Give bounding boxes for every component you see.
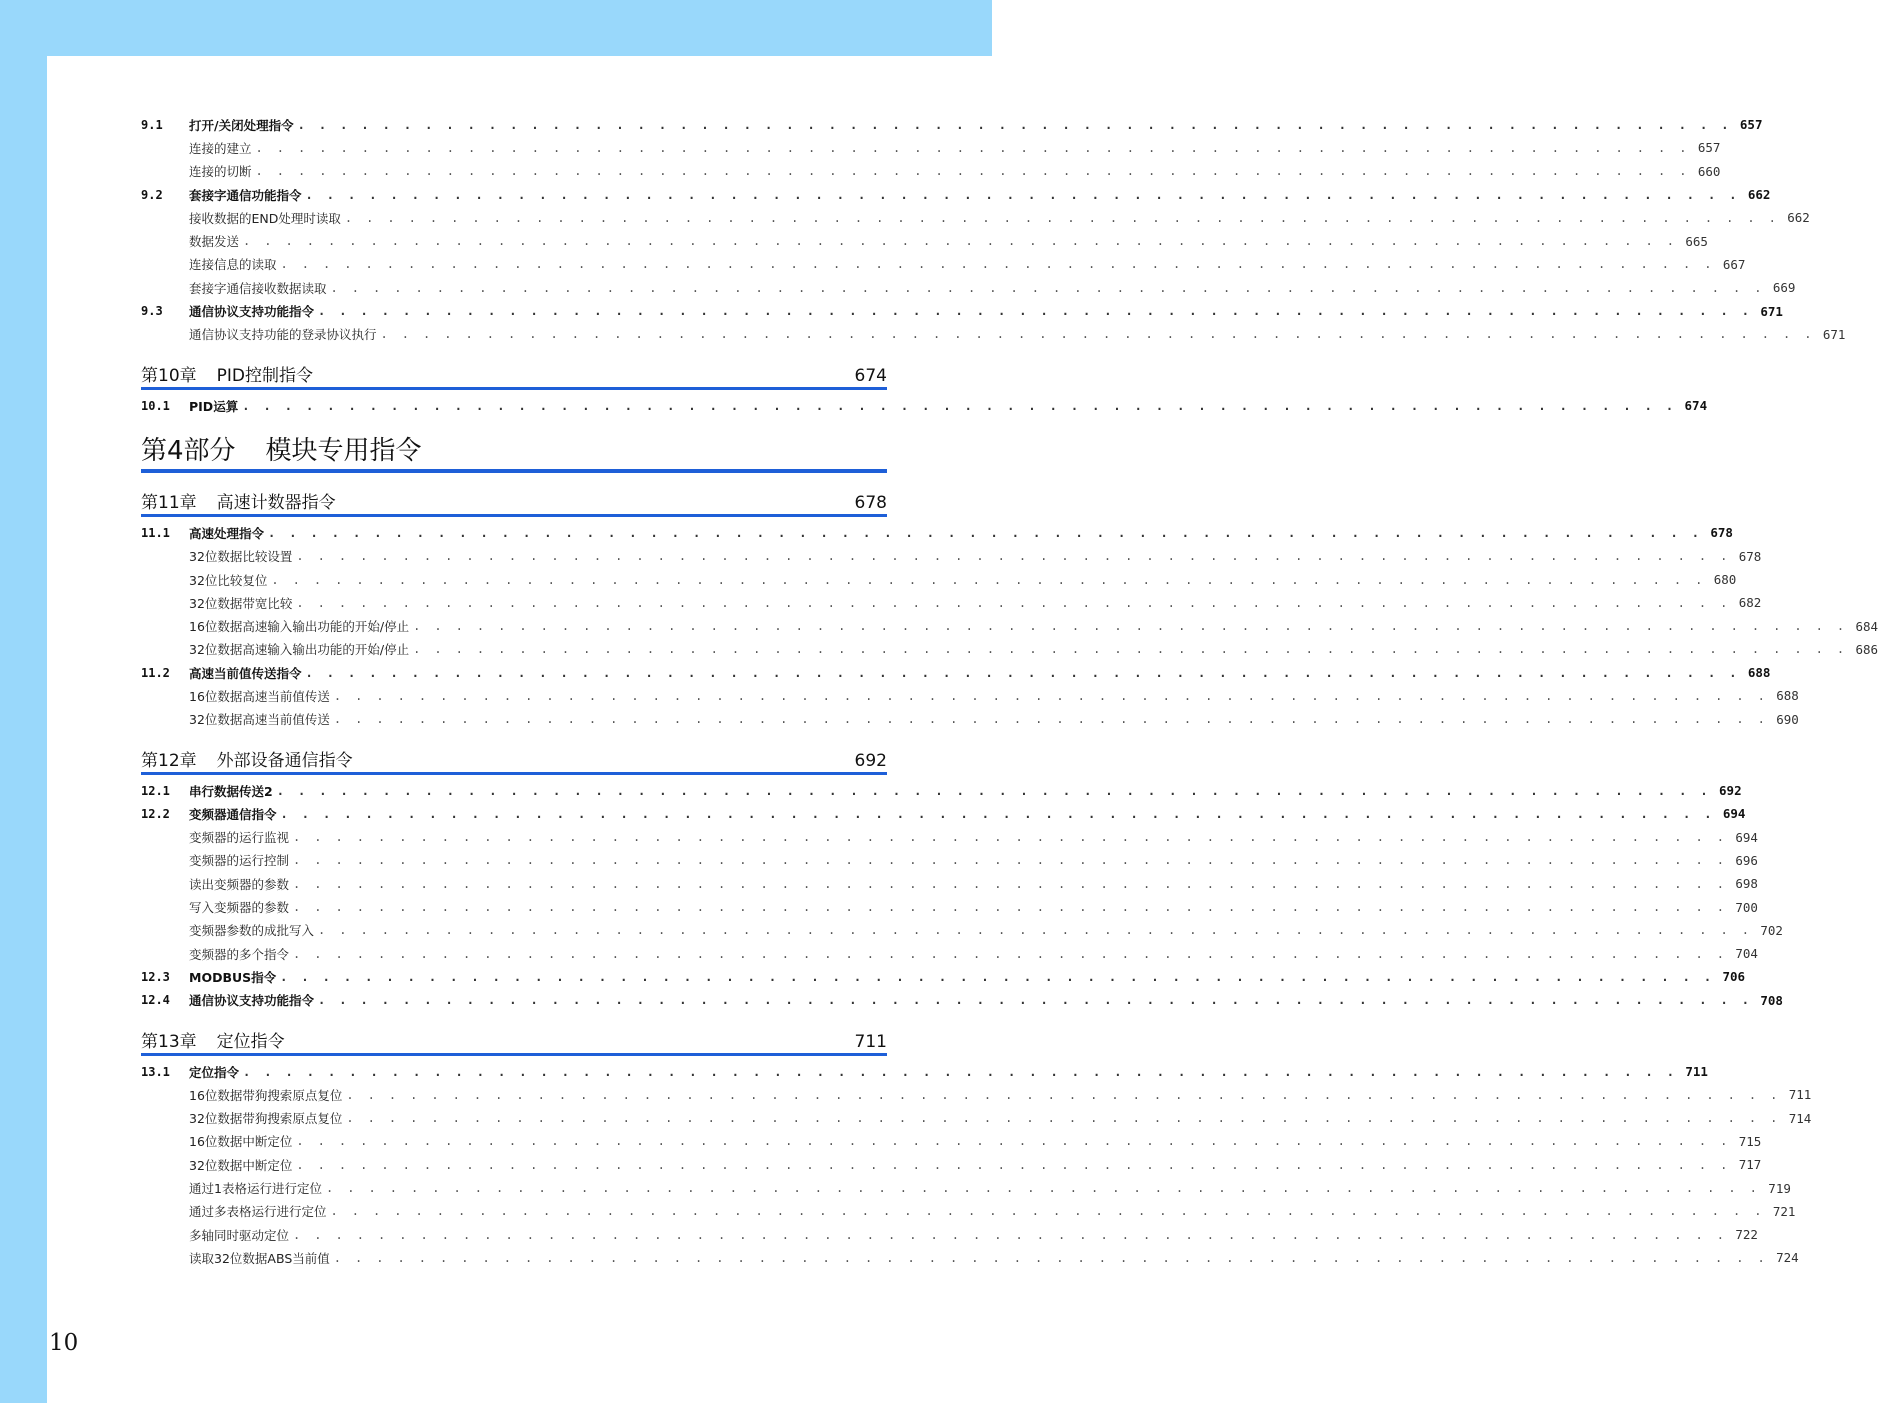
chapter-page-number: 692 (854, 750, 887, 771)
dot-leader: . . . . . . . . . . . . . . . . . . . . . . . . . . . . . . . . . . . . . . . . . . . . . . . . . . . . . . . . . . . . . . . . . . . . (293, 876, 1728, 891)
entry-title: 连接的建立 (189, 140, 252, 156)
section-number: 9.1 (141, 117, 163, 132)
toc-subentry[interactable] (141, 638, 1878, 661)
chapter-title: 外部设备通信指令 (216, 750, 353, 771)
entry-page-number: 662 (1747, 187, 1771, 203)
dot-leader: . . . . . . . . . . . . . . . . . . . . . . . . . . . . . . . . . . . . . . . . . . . . . . . . . . . . . . . . . . . . . . . . . . . . (344, 210, 1780, 225)
toc-subentry[interactable] (141, 1223, 1758, 1246)
toc-section-entry[interactable] (141, 113, 1763, 136)
dot-leader: . . . . . . . . . . . . . . . . . . . . . . . . . . . . . . . . . . . . . . . . . . . . . . . . . . . . . . . . . . . . . . . . . . . . (305, 665, 1740, 680)
entry-title: 变频器的运行监视 (189, 830, 290, 846)
part-heading (141, 425, 887, 473)
dot-leader: . . . . . . . . . . . . . . . . . . . . . . . . . . . . . . . . . . . . . . . . . . . . . . . . . . . . . . . . . . . . . . . . . . . . (346, 1087, 1781, 1102)
toc-subentry[interactable] (141, 1107, 1812, 1130)
dot-leader: . . . . . . . . . . . . . . . . . . . . . . . . . . . . . . . . . . . . . . . . . . . . . . . . . . . . . . . . . . . . . . . . . . . . (293, 946, 1728, 961)
dot-leader: . . . . . . . . . . . . . . . . . . . . . . . . . . . . . . . . . . . . . . . . . . . . . . . . . . . . . . . . . . . . . . . . . . . . (346, 1111, 1781, 1126)
entry-page-number: 721 (1772, 1203, 1796, 1219)
section-number: 11.2 (141, 665, 170, 680)
dot-leader: . . . . . . . . . . . . . . . . . . . . . . . . . . . . . . . . . . . . . . . . . . . . . . . . . . . . . . . . . . . . . . . . . . . . (280, 806, 1715, 821)
entry-title: 32位数据带宽比较 (189, 595, 293, 611)
entry-title: 连接信息的读取 (189, 257, 277, 273)
chapter-heading[interactable] (141, 485, 887, 517)
chapter-label: 第11章 (141, 493, 197, 514)
entry-page-number: 711 (1685, 1064, 1708, 1080)
toc-subentry[interactable] (141, 276, 1796, 299)
entry-page-number: 715 (1738, 1133, 1762, 1149)
entry-page-number: 714 (1788, 1110, 1812, 1126)
dot-leader: . . . . . . . . . . . . . . . . . . . . . . . . . . . . . . . . . . . . . . . . . . . . . . . . . . . . . . . . . . . . . . . . . . . . (276, 783, 1712, 798)
chapter-title: 高速计数器指令 (216, 493, 336, 514)
entry-page-number: 657 (1739, 117, 1763, 133)
toc-subentry[interactable] (141, 1246, 1799, 1269)
entry-page-number: 682 (1738, 595, 1762, 611)
entry-title: 定位指令 (189, 1064, 240, 1080)
entry-page-number: 678 (1710, 525, 1733, 541)
entry-page-number: 708 (1760, 992, 1783, 1008)
toc-subentry[interactable] (141, 1083, 1812, 1106)
dot-leader: . . . . . . . . . . . . . . . . . . . . . . . . . . . . . . . . . . . . . . . . . . . . . . . . . . . . . . . . . . . . . . . . . . . . (293, 830, 1728, 845)
chapter-page-number: 674 (854, 365, 887, 386)
toc-subentry[interactable] (141, 1153, 1762, 1176)
chapter-heading[interactable] (141, 358, 887, 390)
entry-title: MODBUS指令 (189, 969, 277, 985)
entry-title: 通信协议支持功能的登录协议执行 (189, 327, 377, 343)
entry-title: 通信协议支持功能指令 (189, 993, 315, 1009)
entry-page-number: 706 (1722, 969, 1746, 985)
toc-subentry[interactable] (141, 614, 1878, 637)
toc-section-entry[interactable] (141, 779, 1742, 802)
entry-title: 多轴同时驱动定位 (189, 1227, 290, 1243)
toc-subentry[interactable] (141, 942, 1758, 965)
entry-page-number: 700 (1735, 899, 1758, 915)
table-of-contents (141, 113, 1878, 1270)
entry-title: 变频器的多个指令 (189, 946, 290, 962)
section-number: 12.2 (141, 806, 170, 821)
toc-section-entry[interactable] (141, 299, 1783, 322)
dot-leader: . . . . . . . . . . . . . . . . . . . . . . . . . . . . . . . . . . . . . . . . . . . . . . . . . . . . . . . . . . . . . . . . . . . . (380, 327, 1815, 342)
entry-title: 通信协议支持功能指令 (189, 304, 315, 320)
entry-page-number: 680 (1713, 572, 1737, 587)
entry-title: 通过1表格运行进行定位 (189, 1181, 322, 1197)
entry-page-number: 690 (1776, 711, 1799, 727)
dot-leader: . . . . . . . . . . . . . . . . . . . . . . . . . . . . . . . . . . . . . . . . . . . . . . . . . . . . . . . . . . . . . . . . . . . . (318, 993, 1753, 1008)
entry-page-number: 674 (1684, 398, 1708, 414)
entry-title: 数据发送 (189, 234, 240, 250)
entry-title: 通过多表格运行进行定位 (189, 1204, 327, 1220)
dot-leader: . . . . . . . . . . . . . . . . . . . . . . . . . . . . . . . . . . . . . . . . . . . . . . . . . . . . . . . . . . . . . . . . . . . . (333, 712, 1769, 727)
entry-page-number: 694 (1735, 829, 1758, 845)
entry-page-number: 665 (1685, 233, 1708, 249)
dot-leader: . . . . . . . . . . . . . . . . . . . . . . . . . . . . . . . . . . . . . . . . . . . . . . . . . . . . . . . . . . . . . . . . . . . . (293, 853, 1728, 868)
dot-leader: . . . . . . . . . . . . . . . . . . . . . . . . . . . . . . . . . . . . . . . . . . . . . . . . . . . . . . . . . . . . . . . . . . . . (268, 525, 1703, 540)
toc-section-entry[interactable] (141, 1060, 1708, 1083)
chapter-heading[interactable] (141, 1024, 887, 1056)
entry-page-number: 719 (1768, 1180, 1791, 1196)
toc-subentry[interactable] (141, 919, 1783, 942)
entry-title: 16位数据中断定位 (189, 1134, 293, 1150)
dot-leader: . . . . . . . . . . . . . . . . . . . . . . . . . . . . . . . . . . . . . . . . . . . . . . . . . . . . . . . . . . . . . . . . . . . . (318, 304, 1753, 319)
toc-subentry[interactable] (141, 160, 1721, 183)
entry-page-number: 704 (1735, 946, 1758, 962)
entry-title: 套接字通信接收数据读取 (189, 280, 327, 296)
entry-title: 变频器通信指令 (189, 806, 277, 822)
dot-leader: . . . . . . . . . . . . . . . . . . . . . . . . . . . . . . . . . . . . . . . . . . . . . . . . . . . . . . . . . . . . . . . . . . . . (296, 1134, 1731, 1149)
dot-leader: . . . . . . . . . . . . . . . . . . . . . . . . . . . . . . . . . . . . . . . . . . . . . . . . . . . . . . . . . . . . . . . . . . . . (318, 923, 1753, 938)
toc-section-entry[interactable] (141, 394, 1708, 417)
dot-leader: . . . . . . . . . . . . . . . . . . . . . . . . . . . . . . . . . . . . . . . . . . . . . . . . . . . . . . . . . . . . . . . . . . . . (255, 140, 1690, 155)
entry-page-number: 667 (1722, 256, 1746, 272)
dot-leader: . . . . . . . . . . . . . . . . . . . . . . . . . . . . . . . . . . . . . . . . . . . . . . . . . . . . . . . . . . . . . . . . . . . . (330, 1204, 1765, 1219)
toc-subentry[interactable] (141, 591, 1762, 614)
entry-title: 16位数据高速当前值传送 (189, 688, 330, 704)
dot-leader: . . . . . . . . . . . . . . . . . . . . . . . . . . . . . . . . . . . . . . . . . . . . . . . . . . . . . . . . . . . . . . . . . . . . (413, 642, 1848, 657)
chapter-heading[interactable] (141, 743, 887, 775)
entry-page-number: 688 (1747, 665, 1771, 681)
toc-section-entry[interactable] (141, 661, 1771, 684)
dot-leader: . . . . . . . . . . . . . . . . . . . . . . . . . . . . . . . . . . . . . . . . . . . . . . . . . . . . . . . . . . . . . . . . . . . . (280, 969, 1715, 984)
toc-subentry[interactable] (141, 568, 1737, 591)
entry-title: 变频器的运行控制 (189, 853, 290, 869)
entry-title: 打开/关闭处理指令 (189, 117, 294, 133)
entry-title: 变频器参数的成批写入 (189, 923, 315, 939)
entry-title: 32位数据中断定位 (189, 1157, 293, 1173)
toc-subentry[interactable] (141, 684, 1799, 707)
entry-page-number: 662 (1787, 210, 1810, 226)
dot-leader: . . . . . . . . . . . . . . . . . . . . . . . . . . . . . . . . . . . . . . . . . . . . . . . . . . . . . . . . . . . . . . . . . . . . (296, 1157, 1731, 1172)
toc-subentry[interactable] (141, 1200, 1796, 1223)
toc-subentry[interactable] (141, 229, 1708, 252)
dot-leader: . . . . . . . . . . . . . . . . . . . . . . . . . . . . . . . . . . . . . . . . . . . . . . . . . . . . . . . . . . . . . . . . . . . . (330, 280, 1765, 295)
toc-subentry[interactable] (141, 849, 1758, 872)
section-number: 12.4 (141, 993, 170, 1008)
section-number: 13.1 (141, 1064, 170, 1079)
dot-leader: . . . . . . . . . . . . . . . . . . . . . . . . . . . . . . . . . . . . . . . . . . . . . . . . . . . . . . . . . . . . . . . . . . . . (243, 234, 1678, 249)
dot-leader: . . . . . . . . . . . . . . . . . . . . . . . . . . . . . . . . . . . . . . . . . . . . . . . . . . . . . . . . . . . . . . . . . . . . (325, 1181, 1761, 1196)
dot-leader: . . . . . . . . . . . . . . . . . . . . . . . . . . . . . . . . . . . . . . . . . . . . . . . . . . . . . . . . . . . . . . . . . . . . (297, 117, 1732, 132)
chapter-page-number: 678 (854, 493, 887, 514)
toc-subentry[interactable] (141, 895, 1758, 918)
entry-page-number: 717 (1738, 1157, 1762, 1173)
toc-subentry[interactable] (141, 323, 1846, 346)
chapter-label: 第10章 (141, 365, 197, 386)
dot-leader: . . . . . . . . . . . . . . . . . . . . . . . . . . . . . . . . . . . . . . . . . . . . . . . . . . . . . . . . . . . . . . . . . . . . (242, 398, 1677, 413)
entry-title: 32位数据比较设置 (189, 549, 293, 565)
entry-page-number: 669 (1772, 280, 1796, 296)
part-title: 模块专用指令 (265, 436, 422, 467)
section-number: 11.1 (141, 525, 170, 540)
dot-leader: . . . . . . . . . . . . . . . . . . . . . . . . . . . . . . . . . . . . . . . . . . . . . . . . . . . . . . . . . . . . . . . . . . . . (305, 187, 1740, 202)
dot-leader: . . . . . . . . . . . . . . . . . . . . . . . . . . . . . . . . . . . . . . . . . . . . . . . . . . . . . . . . . . . . . . . . . . . . (296, 595, 1731, 610)
entry-title: 32位数据高速当前值传送 (189, 712, 330, 728)
dot-leader: . . . . . . . . . . . . . . . . . . . . . . . . . . . . . . . . . . . . . . . . . . . . . . . . . . . . . . . . . . . . . . . . . . . . (293, 900, 1728, 915)
toc-subentry[interactable] (141, 136, 1721, 159)
entry-page-number: 671 (1822, 326, 1846, 342)
dot-leader: . . . . . . . . . . . . . . . . . . . . . . . . . . . . . . . . . . . . . . . . . . . . . . . . . . . . . . . . . . . . . . . . . . . . (293, 1227, 1728, 1242)
left-margin-band (0, 0, 47, 1403)
section-number: 12.3 (141, 969, 170, 984)
entry-page-number: 660 (1697, 163, 1721, 179)
entry-title: 32位数据高速输入输出功能的开始/停止 (189, 642, 410, 658)
dot-leader: . . . . . . . . . . . . . . . . . . . . . . . . . . . . . . . . . . . . . . . . . . . . . . . . . . . . . . . . . . . . . . . . . . . . (333, 688, 1769, 703)
chapter-title: PID控制指令 (216, 365, 313, 386)
entry-page-number: 688 (1776, 688, 1799, 704)
entry-title: 高速当前值传送指令 (189, 665, 302, 681)
toc-section-entry[interactable] (141, 989, 1783, 1012)
entry-title: 连接的切断 (189, 164, 252, 180)
entry-page-number: 684 (1855, 618, 1878, 634)
dot-leader: . . . . . . . . . . . . . . . . . . . . . . . . . . . . . . . . . . . . . . . . . . . . . . . . . . . . . . . . . . . . . . . . . . . . (280, 257, 1715, 272)
entry-title: 16位数据带狗搜索原点复位 (189, 1087, 343, 1103)
dot-leader: . . . . . . . . . . . . . . . . . . . . . . . . . . . . . . . . . . . . . . . . . . . . . . . . . . . . . . . . . . . . . . . . . . . . (271, 572, 1706, 587)
entry-page-number: 678 (1738, 548, 1762, 564)
dot-leader: . . . . . . . . . . . . . . . . . . . . . . . . . . . . . . . . . . . . . . . . . . . . . . . . . . . . . . . . . . . . . . . . . . . . (243, 1064, 1678, 1079)
entry-title: 32位数据带狗搜索原点复位 (189, 1111, 343, 1127)
dot-leader: . . . . . . . . . . . . . . . . . . . . . . . . . . . . . . . . . . . . . . . . . . . . . . . . . . . . . . . . . . . . . . . . . . . . (333, 1250, 1769, 1265)
entry-page-number: 724 (1776, 1250, 1799, 1266)
header-band (0, 0, 992, 56)
chapter-title: 定位指令 (216, 1031, 285, 1052)
entry-title: 套接字通信功能指令 (189, 187, 302, 203)
section-number: 10.1 (141, 398, 170, 413)
toc-subentry[interactable] (141, 206, 1810, 229)
section-number: 9.3 (141, 304, 163, 319)
entry-page-number: 711 (1788, 1087, 1812, 1103)
entry-page-number: 671 (1760, 303, 1783, 319)
dot-leader: . . . . . . . . . . . . . . . . . . . . . . . . . . . . . . . . . . . . . . . . . . . . . . . . . . . . . . . . . . . . . . . . . . . . (413, 619, 1848, 634)
section-number: 9.2 (141, 187, 163, 202)
entry-title: 高速处理指令 (189, 525, 265, 541)
toc-section-entry[interactable] (141, 802, 1746, 825)
entry-title: PID运算 (189, 398, 239, 414)
chapter-label: 第13章 (141, 1031, 197, 1052)
toc-subentry[interactable] (141, 545, 1762, 568)
toc-subentry[interactable] (141, 253, 1746, 276)
entry-title: 读取32位数据ABS当前值 (189, 1250, 330, 1266)
entry-title: 接收数据的END处理时读取 (189, 210, 341, 226)
toc-section-entry[interactable] (141, 183, 1771, 206)
toc-subentry[interactable] (141, 872, 1758, 895)
entry-title: 写入变频器的参数 (189, 900, 290, 916)
chapter-page-number: 711 (854, 1031, 887, 1052)
toc-subentry[interactable] (141, 1176, 1791, 1199)
entry-title: 16位数据高速输入输出功能的开始/停止 (189, 619, 410, 635)
dot-leader: . . . . . . . . . . . . . . . . . . . . . . . . . . . . . . . . . . . . . . . . . . . . . . . . . . . . . . . . . . . . . . . . . . . . (255, 164, 1690, 179)
entry-page-number: 698 (1735, 876, 1758, 892)
page-number: 10 (49, 1330, 79, 1356)
entry-page-number: 696 (1735, 852, 1758, 868)
toc-subentry[interactable] (141, 708, 1799, 731)
entry-title: 读出变频器的参数 (189, 876, 290, 892)
toc-section-entry[interactable] (141, 965, 1746, 988)
entry-title: 32位比较复位 (189, 572, 268, 588)
entry-page-number: 722 (1735, 1227, 1758, 1243)
entry-page-number: 657 (1697, 140, 1721, 156)
part-label: 第4部分 (141, 436, 236, 467)
entry-page-number: 692 (1719, 783, 1742, 799)
toc-subentry[interactable] (141, 826, 1758, 849)
section-number: 12.1 (141, 783, 170, 798)
entry-page-number: 686 (1855, 641, 1878, 657)
chapter-label: 第12章 (141, 750, 197, 771)
dot-leader: . . . . . . . . . . . . . . . . . . . . . . . . . . . . . . . . . . . . . . . . . . . . . . . . . . . . . . . . . . . . . . . . . . . . (296, 549, 1731, 564)
entry-page-number: 702 (1760, 922, 1783, 938)
entry-page-number: 694 (1722, 806, 1746, 822)
entry-title: 串行数据传送2 (189, 783, 273, 799)
toc-section-entry[interactable] (141, 521, 1733, 544)
toc-subentry[interactable] (141, 1130, 1762, 1153)
